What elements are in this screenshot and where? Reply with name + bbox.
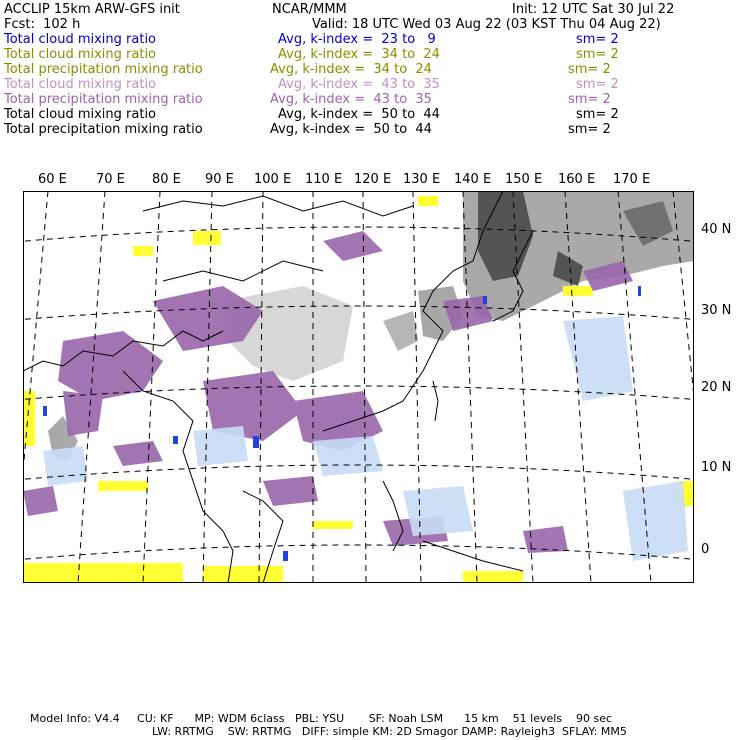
lon-label: 130 E — [403, 172, 441, 187]
field-sm: sm= 2 — [576, 77, 619, 92]
center-label: NCAR/MMM — [272, 2, 347, 17]
lon-label: 90 E — [205, 172, 234, 187]
init-time: Init: 12 UTC Sat 30 Jul 22 — [512, 2, 675, 17]
field-name: Total cloud mixing ratio — [4, 47, 157, 62]
field-avg: Avg, k-index = 34 to 24 — [278, 47, 440, 62]
lon-label: 160 E — [558, 172, 596, 187]
field-sm: sm= 2 — [568, 122, 611, 137]
field-name: Total precipitation mixing ratio — [4, 92, 203, 107]
lat-label: 30 N — [701, 303, 732, 318]
model-title: ACCLIP 15km ARW-GFS init — [4, 2, 180, 17]
field-row — [4, 107, 736, 122]
field-sm: sm= 2 — [576, 107, 619, 122]
field-avg: Avg, k-index = 50 to 44 — [278, 107, 440, 122]
lon-label: 100 E — [254, 172, 292, 187]
forecast-hour: Fcst: 102 h — [4, 17, 81, 32]
lon-label: 150 E — [505, 172, 543, 187]
valid-time: Valid: 18 UTC Wed 03 Aug 22 (03 KST Thu 04 Aug 22) — [312, 17, 661, 32]
field-avg: Avg, k-index = 43 to 35 — [270, 92, 432, 107]
field-avg: Avg, k-index = 50 to 44 — [270, 122, 432, 137]
lon-label: 170 E — [613, 172, 651, 187]
field-sm: sm= 2 — [568, 92, 611, 107]
field-row — [4, 77, 736, 92]
field-name: Total cloud mixing ratio — [4, 32, 157, 47]
field-row — [4, 32, 736, 47]
field-avg: Avg, k-index = 43 to 35 — [278, 77, 440, 92]
forecast-map — [23, 191, 694, 583]
field-row — [4, 122, 736, 137]
field-sm: sm= 2 — [576, 47, 619, 62]
lat-label: 0 — [701, 542, 710, 557]
lat-label: 20 N — [701, 380, 732, 395]
field-row — [4, 62, 736, 77]
field-row — [4, 47, 736, 62]
field-sm: sm= 2 — [576, 32, 619, 47]
model-info-line1: Model Info: V4.4 CU: KF MP: WDM 6class PBL: YSU SF: Noah LSM 15 km 51 levels 90 sec — [30, 712, 613, 725]
lon-label: 70 E — [96, 172, 125, 187]
field-avg: Avg, k-index = 23 to 9 — [278, 32, 436, 47]
lon-label: 80 E — [152, 172, 181, 187]
lon-label: 60 E — [38, 172, 67, 187]
lon-label: 140 E — [454, 172, 492, 187]
field-row — [4, 92, 736, 107]
field-avg: Avg, k-index = 34 to 24 — [270, 62, 432, 77]
field-name: Total cloud mixing ratio — [4, 107, 157, 122]
lat-label: 40 N — [701, 222, 732, 237]
field-name: Total precipitation mixing ratio — [4, 122, 203, 137]
model-info-line2: LW: RRTMG SW: RRTMG DIFF: simple KM: 2D Smagor DAMP: Rayleigh3 SFLAY: MM5 — [152, 725, 627, 738]
field-sm: sm= 2 — [568, 62, 611, 77]
lon-label: 110 E — [305, 172, 343, 187]
lon-label: 120 E — [354, 172, 392, 187]
field-name: Total cloud mixing ratio — [4, 77, 157, 92]
lat-label: 10 N — [701, 460, 732, 475]
field-name: Total precipitation mixing ratio — [4, 62, 203, 77]
